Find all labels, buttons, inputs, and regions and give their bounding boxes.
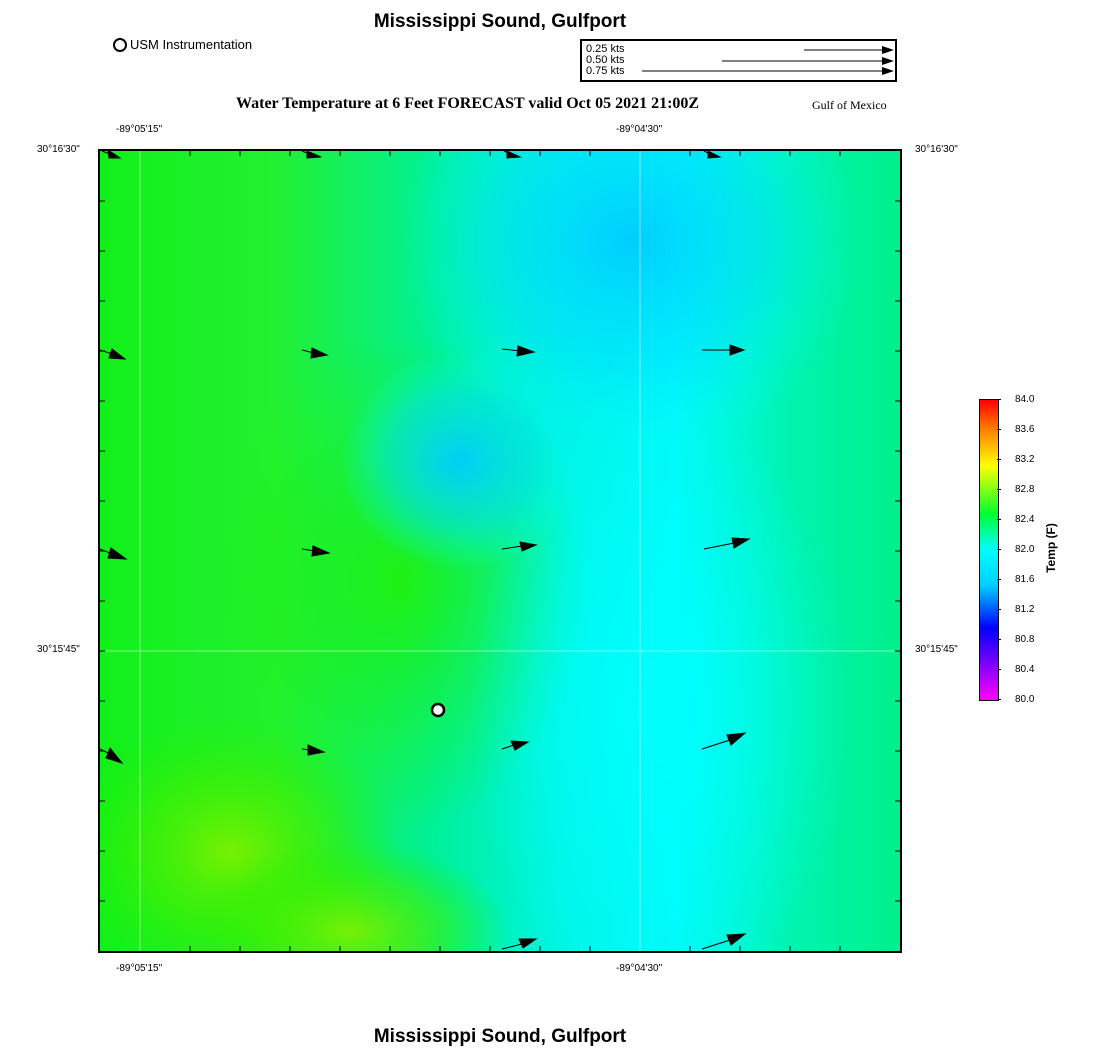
colorbar-label-83-2: 83.2 (1015, 454, 1035, 465)
colorbar-label-83-6: 83.6 (1015, 424, 1035, 435)
station-legend-label: USM Instrumentation (130, 37, 253, 52)
colorbar-label-82-0: 82.0 (1015, 544, 1035, 555)
scale-label-075: 0.75 kts (586, 65, 625, 77)
colorbar-label-80-8: 80.8 (1015, 634, 1035, 645)
temperature-colorbar (979, 399, 999, 701)
usm-station-marker[interactable] (432, 704, 444, 716)
station-legend (113, 37, 252, 52)
lat-tick-right-2: 30°15'45" (915, 644, 958, 655)
colorbar-label-82-8: 82.8 (1015, 484, 1035, 495)
colorbar-ticks (997, 394, 1027, 704)
scale-arrows (582, 41, 895, 80)
map-title: Mississippi Sound, Gulfport (373, 11, 627, 32)
colorbar-label-82-4: 82.4 (1015, 514, 1035, 525)
colorbar-label-81-2: 81.2 (1015, 604, 1035, 615)
lon-tick-bottom-2: -89°04'30" (616, 963, 663, 974)
temperature-map[interactable] (98, 149, 902, 953)
colorbar-label-81-6: 81.6 (1015, 574, 1035, 585)
temperature-field (100, 151, 900, 951)
colorbar-title: Temp (F) (1044, 523, 1058, 573)
map-subtitle: Water Temperature at 6 Feet FORECAST valid Oct 05 2021 21:00Z (236, 95, 700, 112)
lat-tick-left-2: 30°15'45" (37, 644, 80, 655)
lon-tick-top-2: -89°04'30" (616, 124, 663, 135)
region-label: Gulf of Mexico (812, 98, 887, 112)
lat-tick-left-1: 30°16'30" (37, 144, 80, 155)
lon-tick-bottom-1: -89°05'15" (116, 963, 163, 974)
lon-tick-top-1: -89°05'15" (116, 124, 163, 135)
colorbar-label-84-0: 84.0 (1015, 394, 1035, 405)
lat-tick-right-1: 30°16'30" (915, 144, 958, 155)
colorbar-label-80-4: 80.4 (1015, 664, 1035, 675)
scale-label-025: 0.25 kts (586, 43, 625, 55)
station-marker-icon (113, 38, 127, 52)
footer-title: Mississippi Sound, Gulfport (373, 1026, 627, 1047)
current-scale-legend (580, 39, 897, 82)
scale-label-050: 0.50 kts (586, 54, 625, 66)
colorbar-label-80-0: 80.0 (1015, 694, 1035, 705)
